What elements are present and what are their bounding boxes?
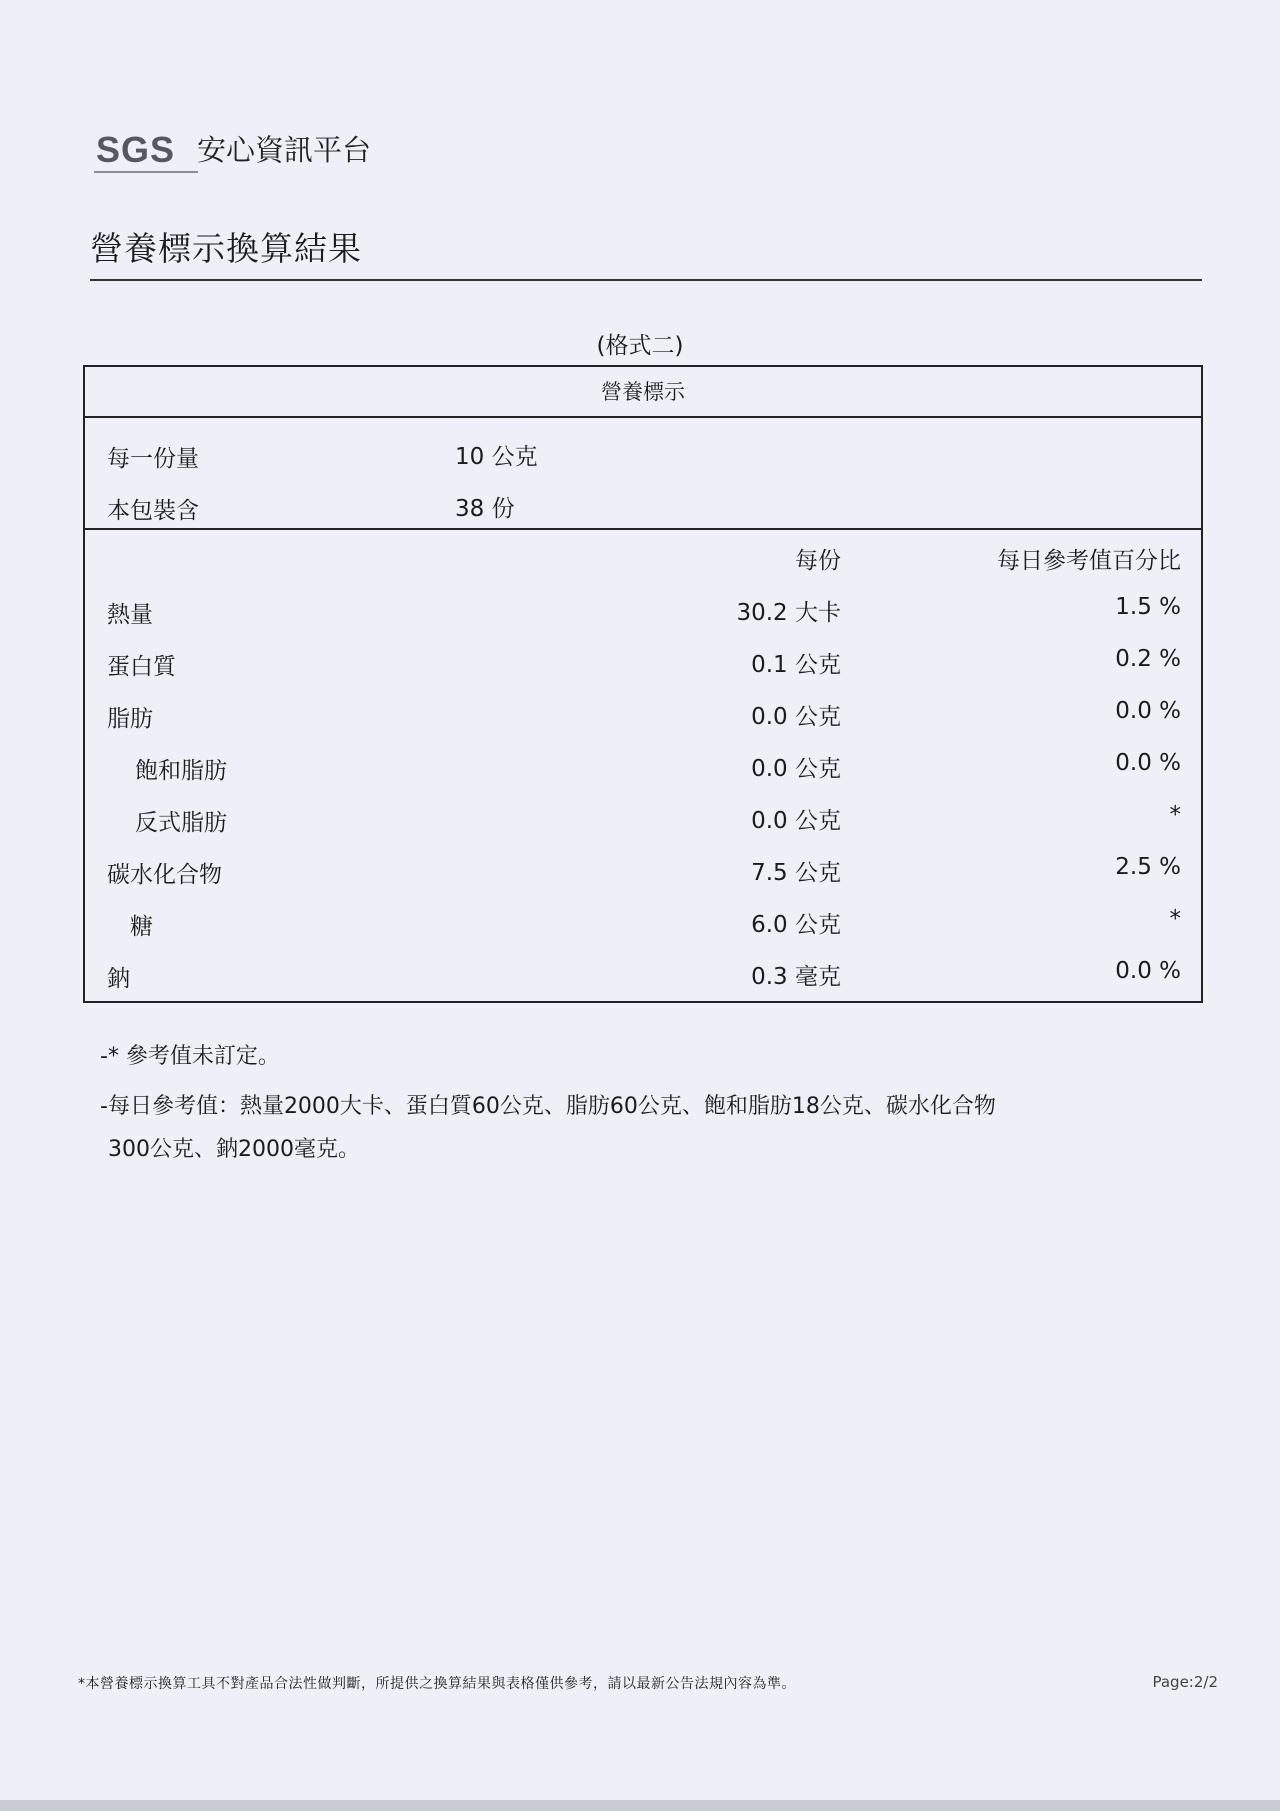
page-number: Page:2/2	[1152, 1673, 1218, 1691]
serving-size-label: 每一份量	[107, 446, 199, 472]
nutrient-name: 脂肪	[107, 706, 153, 732]
nutrient-name: 鈉	[107, 966, 130, 992]
nutrient-name: 反式脂肪	[135, 810, 227, 836]
servings-count-value: 38 份	[455, 496, 515, 522]
nutrient-per-serving: 0.0 公克	[751, 704, 841, 730]
nutrient-per-serving: 7.5 公克	[751, 860, 841, 886]
page-title: 營養標示換算結果	[90, 229, 362, 268]
nutrient-per-serving: 6.0 公克	[751, 912, 841, 938]
nutrient-daily-percent: *	[1169, 906, 1181, 932]
column-header-per-serving: 每份	[795, 548, 841, 574]
reference-note-line1: -每日參考值：熱量2000大卡、蛋白質60公克、脂肪60公克、飽和脂肪18公克、碳水化合物	[100, 1094, 996, 1119]
nutrient-per-serving: 30.2 大卡	[736, 600, 841, 626]
nutrient-name: 熱量	[107, 602, 153, 628]
serving-size-value: 10 公克	[455, 444, 538, 470]
nutrient-daily-percent: 0.0 %	[1115, 958, 1181, 984]
reference-note-line2: 300公克、鈉2000毫克。	[108, 1137, 360, 1162]
scan-edge	[0, 1800, 1280, 1811]
format-label: (格式二)	[596, 333, 684, 359]
logo-underline	[94, 171, 198, 173]
nutrient-name: 碳水化合物	[107, 862, 222, 888]
nutrient-daily-percent: 2.5 %	[1115, 854, 1181, 880]
asterisk-note: -* 參考值未訂定。	[100, 1044, 280, 1069]
nutrient-daily-percent: 0.0 %	[1115, 750, 1181, 776]
nutrient-daily-percent: 1.5 %	[1115, 594, 1181, 620]
platform-name: 安心資訊平台	[197, 133, 372, 167]
nutrient-daily-percent: 0.2 %	[1115, 646, 1181, 672]
nutrient-per-serving: 0.3 毫克	[751, 964, 841, 990]
header	[96, 126, 371, 170]
section-divider	[85, 528, 1201, 530]
nutrient-name: 蛋白質	[107, 654, 176, 680]
nutrient-per-serving: 0.0 公克	[751, 756, 841, 782]
footer-disclaimer: *本營養標示換算工具不對產品合法性做判斷，所提供之換算結果與表格僅供參考，請以最新公告法規內容為準。	[78, 1676, 796, 1692]
nutrition-panel	[83, 365, 1203, 1003]
servings-count-label: 本包裝含	[107, 498, 199, 524]
panel-title: 營養標示	[85, 367, 1201, 418]
nutrient-per-serving: 0.0 公克	[751, 808, 841, 834]
title-divider	[90, 279, 1202, 281]
column-header-daily-percent: 每日參考值百分比	[997, 548, 1181, 574]
nutrient-per-serving: 0.1 公克	[751, 652, 841, 678]
nutrient-name: 飽和脂肪	[135, 758, 227, 784]
nutrient-name: 糖	[130, 914, 153, 940]
nutrient-daily-percent: 0.0 %	[1115, 698, 1181, 724]
nutrient-daily-percent: *	[1169, 802, 1181, 828]
sgs-logo: SGS	[96, 129, 176, 170]
